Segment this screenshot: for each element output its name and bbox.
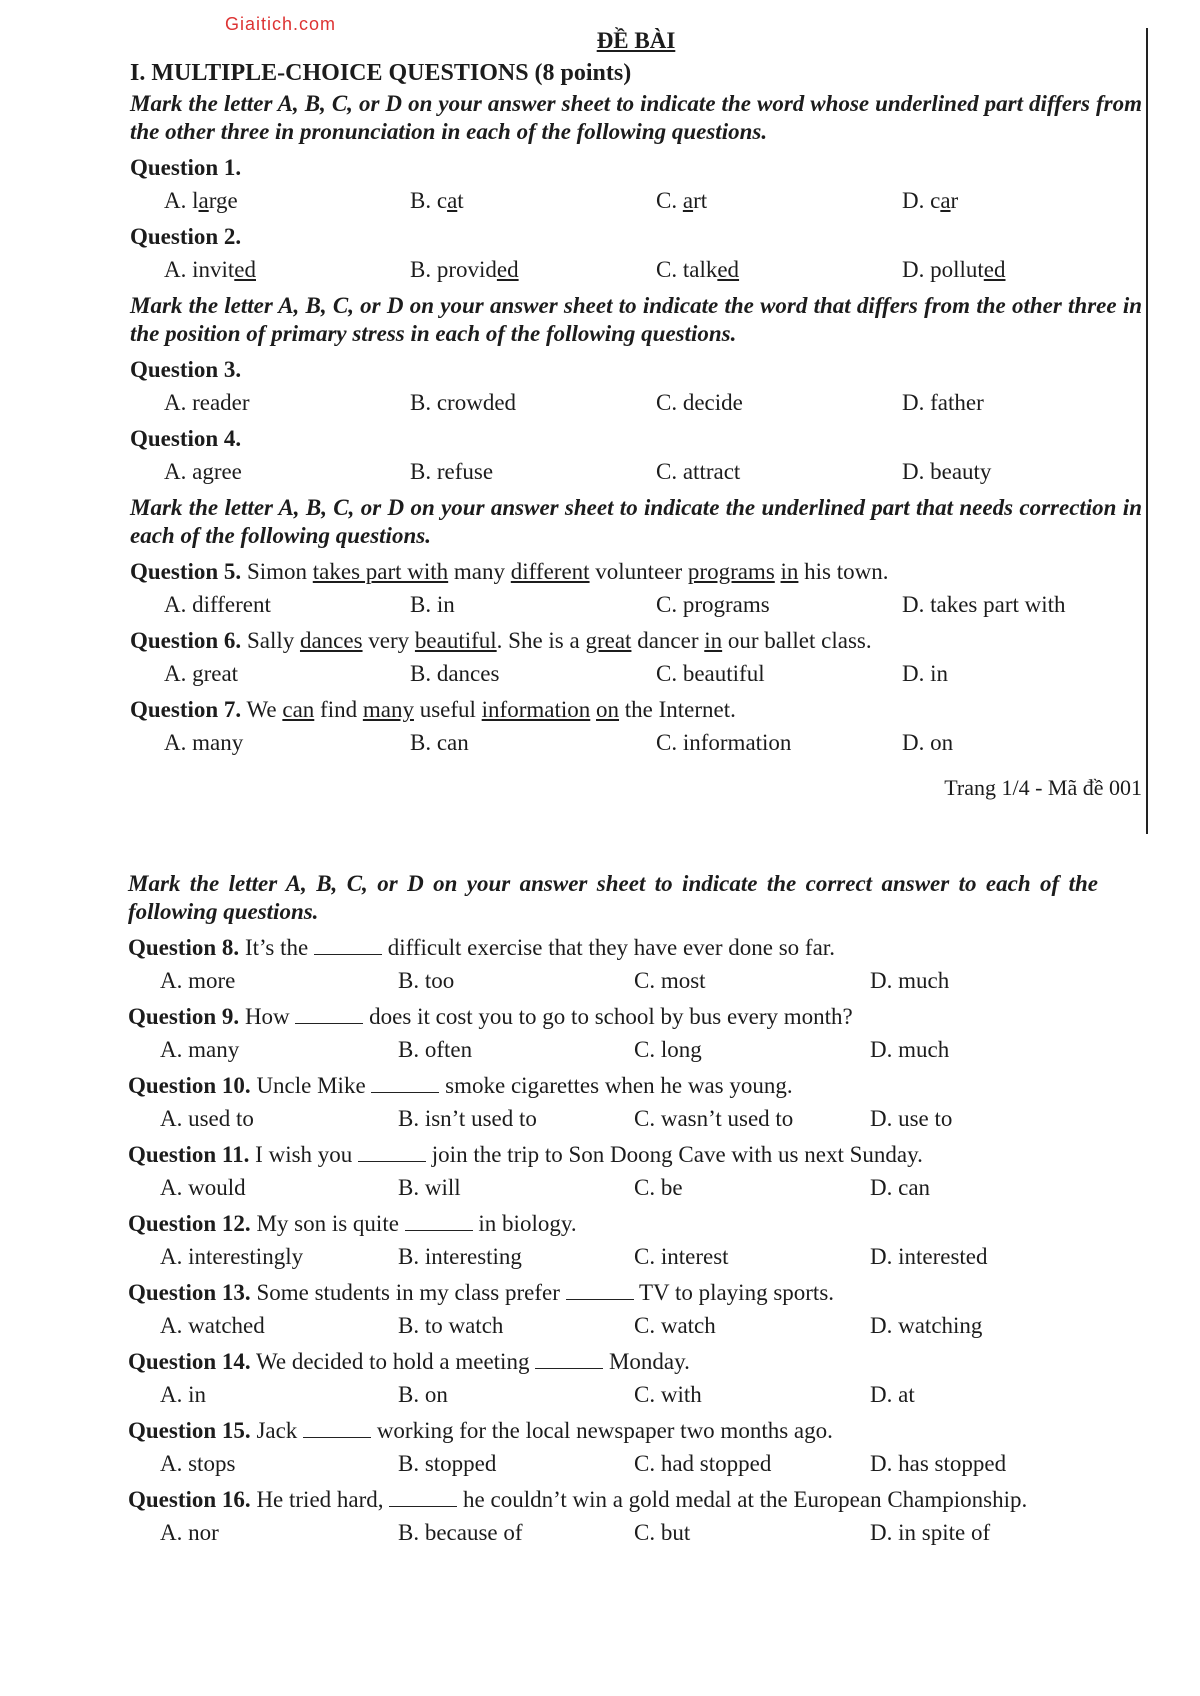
option-c: C. wasn’t used to <box>634 1106 794 1131</box>
question-14: Question 14. We decided to hold a meeting Monday. <box>128 1349 690 1374</box>
question-3: Question 3. <box>130 357 242 382</box>
option-a: A. reader <box>164 390 250 415</box>
option-d: D. beauty <box>902 459 992 484</box>
option-d: D. father <box>902 390 984 415</box>
answer-blank <box>358 1143 426 1162</box>
options-q10 <box>128 1105 1098 1133</box>
option-a: A. more <box>160 968 236 993</box>
option-c: C. interest <box>634 1244 729 1269</box>
page-title: ĐỀ BÀI <box>596 28 676 53</box>
option-d: D. much <box>870 1037 950 1062</box>
answer-blank <box>371 1074 439 1093</box>
option-d: D. in spite of <box>870 1520 991 1545</box>
options-q4 <box>130 458 1142 486</box>
option-a: A. interestingly <box>160 1244 304 1269</box>
option-b: B. provided <box>410 257 519 282</box>
page-border-line <box>1146 28 1148 834</box>
option-c: C. attract <box>656 459 741 484</box>
option-c: C. watch <box>634 1313 716 1338</box>
option-a: A. many <box>160 1037 240 1062</box>
option-a: A. invited <box>164 257 256 282</box>
page-footer: Trang 1/4 - Mã đề 001 <box>944 775 1142 800</box>
option-d: D. takes part with <box>902 592 1066 617</box>
question-4: Question 4. <box>130 426 242 451</box>
option-c: C. but <box>634 1520 691 1545</box>
question-8: Question 8. It’s the difficult exercise that they have ever done so far. <box>128 935 835 960</box>
question-9: Question 9. How does it cost you to go to school by bus every month? <box>128 1004 853 1029</box>
option-a: A. large <box>164 188 238 213</box>
option-c: C. beautiful <box>656 661 765 686</box>
question-10: Question 10. Uncle Mike smoke cigarettes when he was young. <box>128 1073 793 1098</box>
option-b: B. to watch <box>398 1313 504 1338</box>
option-b: B. stopped <box>398 1451 497 1476</box>
question-7: Question 7. We can find many useful information on the Internet. <box>130 697 736 722</box>
option-b: B. interesting <box>398 1244 522 1269</box>
question-1: Question 1. <box>130 155 242 180</box>
section-heading: I. MULTIPLE-CHOICE QUESTIONS (8 points) <box>130 60 632 86</box>
option-c: C. information <box>656 730 792 755</box>
option-b: B. in <box>410 592 455 617</box>
answer-blank <box>303 1419 371 1438</box>
options-q12 <box>128 1243 1098 1271</box>
options-q11 <box>128 1174 1098 1202</box>
option-d: D. watching <box>870 1313 983 1338</box>
instruction-stress: Mark the letter A, B, C, or D on your answer sheet to indicate the word that differs from the other three in the position of primary stress in each of the following questions. <box>130 293 1142 346</box>
option-c: C. with <box>634 1382 702 1407</box>
instruction-correction: Mark the letter A, B, C, or D on your answer sheet to indicate the underlined part that needs correction in each of the following questions. <box>130 495 1142 548</box>
question-11: Question 11. I wish you join the trip to Son Doong Cave with us next Sunday. <box>128 1142 923 1167</box>
question-5: Question 5. Simon takes part with many different volunteer programs in his town. <box>130 559 889 584</box>
options-q1 <box>130 187 1142 215</box>
option-b: B. because of <box>398 1520 523 1545</box>
option-d: D. in <box>902 661 948 686</box>
instruction-correct-answer: Mark the letter A, B, C, or D on your answer sheet to indicate the correct answer to each of the following questions. <box>128 871 1098 924</box>
watermark: Giaitich.com <box>225 14 337 34</box>
question-15: Question 15. Jack working for the local newspaper two months ago. <box>128 1418 833 1443</box>
option-a: A. used to <box>160 1106 254 1131</box>
option-d: D. polluted <box>902 257 1006 282</box>
option-b: B. can <box>410 730 469 755</box>
options-q7 <box>130 729 1142 757</box>
options-q2 <box>130 256 1142 284</box>
option-a: A. different <box>164 592 271 617</box>
option-a: A. nor <box>160 1520 219 1545</box>
option-c: C. decide <box>656 390 743 415</box>
option-d: D. has stopped <box>870 1451 1007 1476</box>
question-13: Question 13. Some students in my class prefer TV to playing sports. <box>128 1280 835 1305</box>
option-c: C. most <box>634 968 706 993</box>
option-a: A. watched <box>160 1313 265 1338</box>
question-16: Question 16. He tried hard, he couldn’t win a gold medal at the European Championship. <box>128 1487 1028 1512</box>
instruction-pronunciation: Mark the letter A, B, C, or D on your answer sheet to indicate the word whose underlined part differs from the other three in pronunciation in each of the following questions. <box>130 91 1142 144</box>
option-a: A. agree <box>164 459 242 484</box>
options-q14 <box>128 1381 1098 1409</box>
option-a: A. would <box>160 1175 246 1200</box>
option-a: A. great <box>164 661 239 686</box>
option-c: C. talked <box>656 257 740 282</box>
option-c: C. programs <box>656 592 770 617</box>
option-c: C. art <box>656 188 708 213</box>
options-q9 <box>128 1036 1098 1064</box>
option-b: B. on <box>398 1382 448 1407</box>
page-2 <box>128 870 1098 1547</box>
options-q16 <box>128 1519 1098 1547</box>
option-d: D. on <box>902 730 954 755</box>
page-1 <box>130 28 1142 801</box>
answer-blank <box>535 1350 603 1369</box>
answer-blank <box>314 936 382 955</box>
option-b: B. cat <box>410 188 464 213</box>
option-d: D. can <box>870 1175 931 1200</box>
answer-blank <box>566 1281 634 1300</box>
question-2: Question 2. <box>130 224 242 249</box>
option-d: D. much <box>870 968 950 993</box>
answer-blank <box>405 1212 473 1231</box>
options-q5 <box>130 591 1142 619</box>
option-a: A. stops <box>160 1451 236 1476</box>
option-c: C. be <box>634 1175 683 1200</box>
option-b: B. crowded <box>410 390 517 415</box>
options-q13 <box>128 1312 1098 1340</box>
answer-blank <box>389 1488 457 1507</box>
option-b: B. will <box>398 1175 461 1200</box>
option-a: A. many <box>164 730 244 755</box>
option-d: D. interested <box>870 1244 988 1269</box>
option-a: A. in <box>160 1382 206 1407</box>
question-12: Question 12. My son is quite in biology. <box>128 1211 577 1236</box>
option-b: B. isn’t used to <box>398 1106 537 1131</box>
option-d: D. at <box>870 1382 915 1407</box>
options-q15 <box>128 1450 1098 1478</box>
option-d: D. use to <box>870 1106 953 1131</box>
option-b: B. refuse <box>410 459 494 484</box>
options-q8 <box>128 967 1098 995</box>
options-q3 <box>130 389 1142 417</box>
option-d: D. car <box>902 188 959 213</box>
question-6: Question 6. Sally dances very beautiful. She is a great dancer in our ballet class. <box>130 628 872 653</box>
options-q6 <box>130 660 1142 688</box>
option-c: C. had stopped <box>634 1451 772 1476</box>
option-c: C. long <box>634 1037 702 1062</box>
option-b: B. often <box>398 1037 473 1062</box>
option-b: B. dances <box>410 661 500 686</box>
option-b: B. too <box>398 968 455 993</box>
answer-blank <box>295 1005 363 1024</box>
